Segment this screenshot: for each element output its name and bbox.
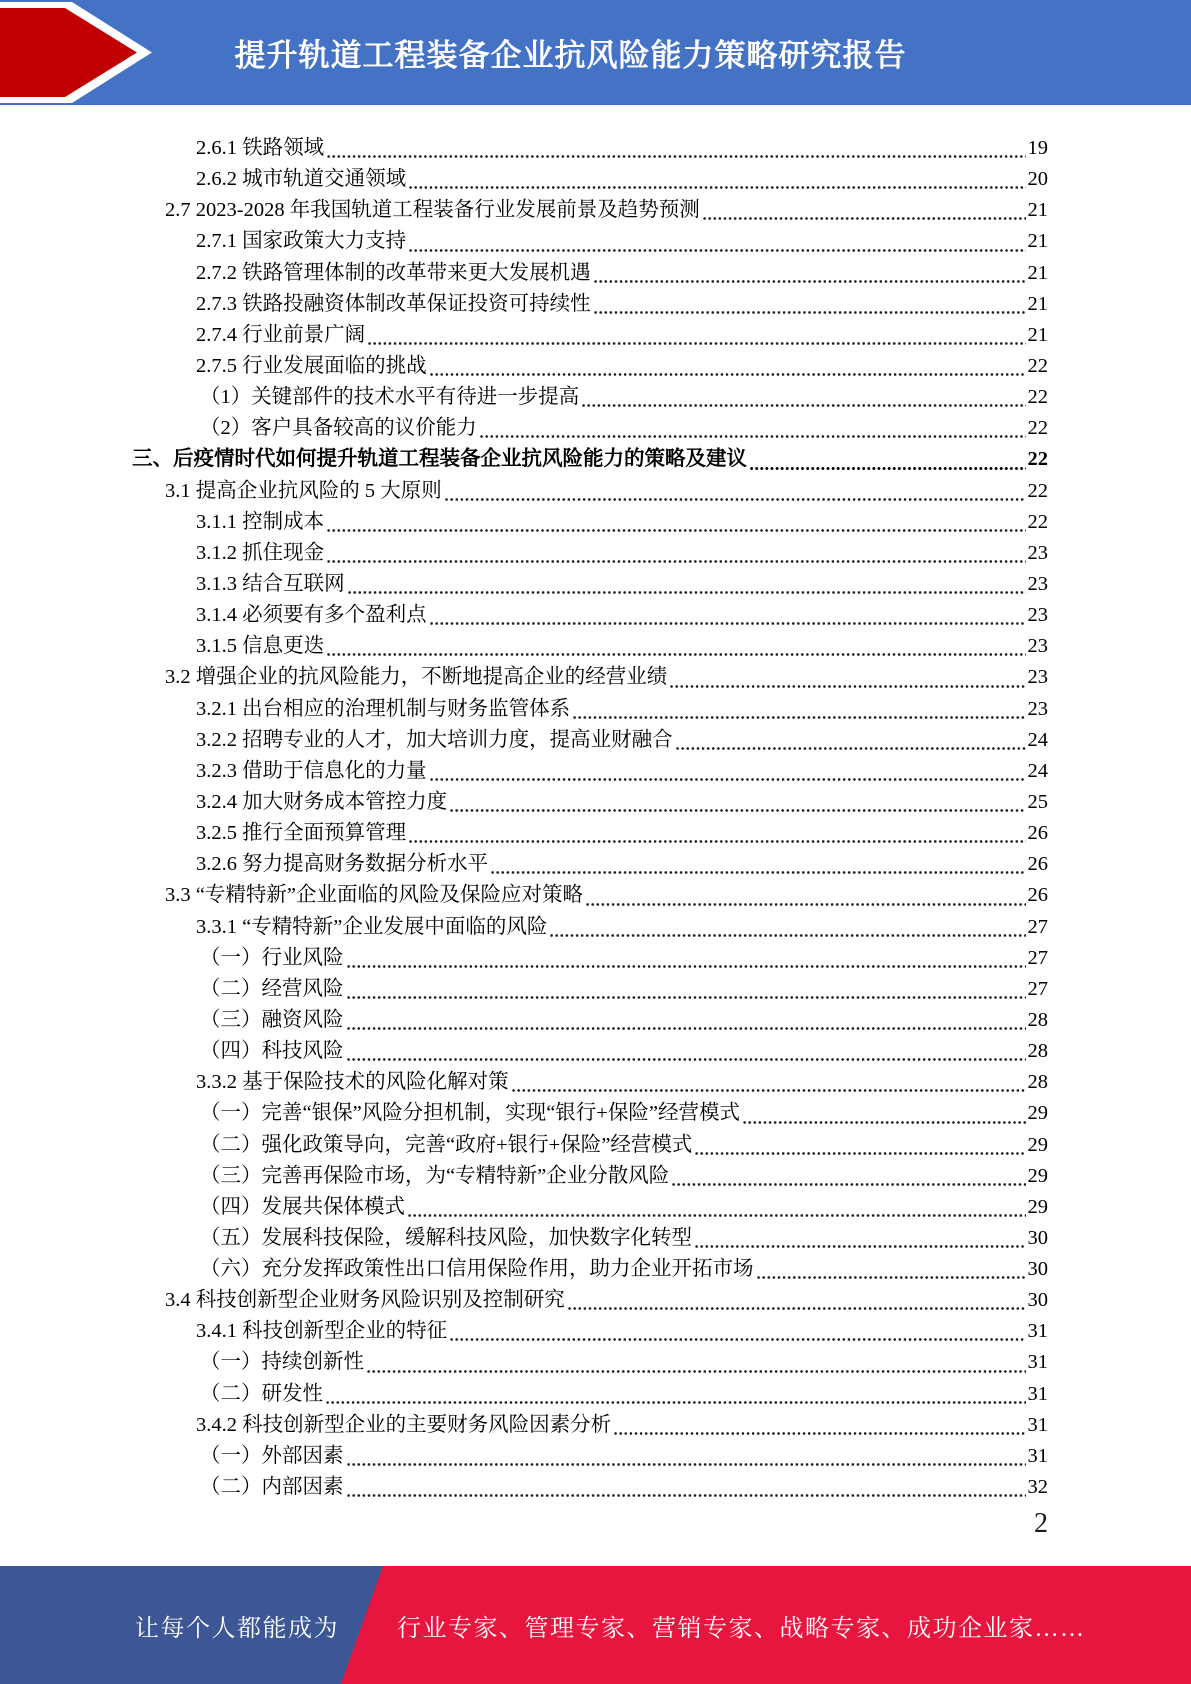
toc-page-number: 23 xyxy=(1027,541,1048,564)
toc-page-number: 19 xyxy=(1027,137,1048,159)
toc-entry xyxy=(132,1379,1048,1410)
toc-entry-text: 3.1.1 控制成本 xyxy=(196,510,325,533)
toc-list xyxy=(132,133,1048,1503)
toc-page-number: 29 xyxy=(1027,1133,1048,1156)
toc-page-number: 31 xyxy=(1027,1351,1048,1374)
toc-entry xyxy=(132,849,1048,880)
toc-leader-dots xyxy=(480,434,1026,439)
toc-entry xyxy=(132,195,1048,226)
toc-entry-text: （二）强化政策导向，完善“政府+银行+保险”经营模式 xyxy=(200,1133,693,1156)
toc-entry-text: 3.4.1 科技创新型企业的特征 xyxy=(196,1320,448,1343)
footer-banner xyxy=(0,1566,1191,1684)
toc-entry-text: 2.7.2 铁路管理体制的改革带来更大发展机遇 xyxy=(196,261,591,284)
toc-entry-text: 3.2.3 借助于信息化的力量 xyxy=(196,759,427,782)
toc-page-number: 30 xyxy=(1027,1289,1048,1312)
toc-page-number: 22 xyxy=(1027,386,1048,409)
page-number: 2 xyxy=(1034,1508,1048,1539)
toc-leader-dots xyxy=(327,154,1025,159)
toc-entry xyxy=(132,1005,1048,1036)
toc-entry-text: （一）持续创新性 xyxy=(200,1351,364,1374)
toc-entry xyxy=(132,1067,1048,1098)
toc-entry-text: （1）关键部件的技术水平有待进一步提高 xyxy=(200,386,580,409)
toc-page-number: 26 xyxy=(1027,884,1048,907)
toc-entry-text: （二）内部因素 xyxy=(200,1476,344,1499)
toc-page-number: 22 xyxy=(1027,354,1048,377)
toc-leader-dots xyxy=(568,1306,1026,1311)
toc-leader-dots xyxy=(672,1182,1025,1187)
toc-page-number: 27 xyxy=(1027,977,1048,1000)
toc-entry xyxy=(132,569,1048,600)
toc-entry xyxy=(132,694,1048,725)
toc-entry-text: （一）行业风险 xyxy=(200,946,344,969)
toc-leader-dots xyxy=(348,590,1026,595)
toc-page-number: 30 xyxy=(1027,1258,1048,1281)
toc-leader-dots xyxy=(550,933,1025,938)
toc-entry-text: 3.2.1 出台相应的治理机制与财务监管体系 xyxy=(196,697,571,720)
toc-leader-dots xyxy=(695,1151,1025,1156)
toc-entry xyxy=(132,1441,1048,1472)
toc-entry-text: 3.4 科技创新型企业财务风险识别及控制研究 xyxy=(165,1289,565,1312)
toc-entry-text: 3.3.1 “专精特新”企业发展中面临的风险 xyxy=(196,915,548,938)
toc-entry xyxy=(132,912,1048,943)
toc-entry xyxy=(132,1472,1048,1503)
toc-page-number: 20 xyxy=(1027,168,1048,191)
toc-entry-text: 3.2.4 加大财务成本管控力度 xyxy=(196,790,448,813)
toc-entry xyxy=(132,164,1048,195)
toc-leader-dots xyxy=(586,902,1026,907)
toc-page-number: 23 xyxy=(1027,666,1048,689)
toc-page-number: 30 xyxy=(1027,1226,1048,1249)
toc-page-number: 29 xyxy=(1027,1164,1048,1187)
toc-entry-text: 3.1.3 结合互联网 xyxy=(196,572,345,595)
toc-entry xyxy=(132,444,1048,475)
toc-leader-dots xyxy=(743,1120,1026,1125)
toc-page-number: 24 xyxy=(1027,728,1048,751)
toc-entry xyxy=(132,413,1048,444)
toc-page-number: 22 xyxy=(1027,510,1048,533)
toc-page-number: 22 xyxy=(1027,479,1048,502)
toc-leader-dots xyxy=(347,995,1026,1000)
toc-entry-text: （四）科技风险 xyxy=(200,1040,344,1063)
toc-leader-dots xyxy=(491,870,1025,875)
toc-page-number: 25 xyxy=(1027,790,1048,813)
toc-page-number: 26 xyxy=(1027,853,1048,876)
footer-slogan-left: 让每个人都能成为 xyxy=(135,1615,339,1642)
toc-page-number: 32 xyxy=(1027,1476,1048,1499)
toc-entry-text: （五）发展科技保险，缓解科技风险，加快数字化转型 xyxy=(200,1226,692,1249)
toc-entry xyxy=(132,538,1048,569)
toc-entry xyxy=(132,818,1048,849)
toc-page-number: 21 xyxy=(1027,292,1048,315)
toc-leader-dots xyxy=(703,216,1026,221)
toc-leader-dots xyxy=(594,310,1026,315)
toc-entry-text: 2.7.4 行业前景广阔 xyxy=(196,323,366,346)
toc-entry xyxy=(132,1036,1048,1067)
toc-leader-dots xyxy=(594,279,1026,284)
toc-leader-dots xyxy=(430,621,1026,626)
toc-leader-dots xyxy=(512,1088,1026,1093)
toc-entry-text: 2.6.2 城市轨道交通领域 xyxy=(196,168,407,191)
toc-entry xyxy=(132,1192,1048,1223)
toc-page-number: 28 xyxy=(1027,1040,1048,1063)
toc-leader-dots xyxy=(750,466,1026,471)
toc-entry-text: 3.3 “专精特新”企业面临的风险及保险应对策略 xyxy=(165,884,583,907)
toc-page-number: 29 xyxy=(1027,1102,1048,1125)
toc-entry xyxy=(132,320,1048,351)
toc-page-number: 27 xyxy=(1027,946,1048,969)
toc-entry-text: （四）发展共保体模式 xyxy=(200,1195,405,1218)
toc-page-number: 24 xyxy=(1027,759,1048,782)
toc-leader-dots xyxy=(327,559,1025,564)
toc-leader-dots xyxy=(450,808,1025,813)
toc-entry-text: 3.4.2 科技创新型企业的主要财务风险因素分析 xyxy=(196,1413,612,1436)
toc-entry-text: 3.2 增强企业的抗风险能力，不断地提高企业的经营业绩 xyxy=(165,666,668,689)
toc-page-number: 26 xyxy=(1027,822,1048,845)
toc-page-number: 22 xyxy=(1027,448,1048,471)
toc-entry-text: 2.7 2023-2028 年我国轨道工程装备行业发展前景及趋势预测 xyxy=(165,199,700,222)
toc-entry-text: 3.2.2 招聘专业的人才，加大培训力度，提高业财融合 xyxy=(196,728,673,751)
toc-entry xyxy=(132,507,1048,538)
toc-entry xyxy=(132,258,1048,289)
toc-leader-dots xyxy=(408,1213,1026,1218)
toc-page-number: 31 xyxy=(1027,1382,1048,1405)
toc-entry xyxy=(132,1223,1048,1254)
toc-entry xyxy=(132,974,1048,1005)
header-banner xyxy=(0,0,1191,105)
toc-entry-text: 2.7.1 国家政策大力支持 xyxy=(196,230,407,253)
toc-leader-dots xyxy=(327,652,1025,657)
toc-entry xyxy=(132,289,1048,320)
toc-entry xyxy=(132,662,1048,693)
toc-entry-text: 3.1.4 必须要有多个盈利点 xyxy=(196,604,427,627)
toc-page-number: 21 xyxy=(1027,199,1048,222)
toc-entry xyxy=(132,1098,1048,1129)
toc-entry-text: 2.6.1 铁路领域 xyxy=(196,137,325,159)
toc-entry xyxy=(132,1161,1048,1192)
toc-leader-dots xyxy=(347,1493,1026,1498)
toc-entry xyxy=(132,382,1048,413)
toc-page-number: 21 xyxy=(1027,323,1048,346)
toc-page-number: 28 xyxy=(1027,1071,1048,1094)
toc-leader-dots xyxy=(695,1244,1026,1249)
toc-leader-dots xyxy=(367,1369,1026,1374)
toc-entry-text: 3.3.2 基于保险技术的风险化解对策 xyxy=(196,1071,509,1094)
toc-entry xyxy=(132,351,1048,382)
toc-leader-dots xyxy=(327,528,1025,533)
toc-entry-text: 2.7.3 铁路投融资体制改革保证投资可持续性 xyxy=(196,292,591,315)
toc-entry xyxy=(132,1410,1048,1441)
toc-entry-text: （三）完善再保险市场，为“专精特新”企业分散风险 xyxy=(200,1164,670,1187)
toc-page-number: 23 xyxy=(1027,697,1048,720)
toc-page-number: 31 xyxy=(1027,1444,1048,1467)
toc-entry-text: （一）外部因素 xyxy=(200,1444,344,1467)
toc-entry xyxy=(132,631,1048,662)
toc-entry-text: （一）完善“银保”风险分担机制，实现“银行+保险”经营模式 xyxy=(200,1102,740,1125)
toc-entry xyxy=(132,133,1048,164)
toc-entry xyxy=(132,787,1048,818)
toc-entry-text: （二）研发性 xyxy=(200,1382,323,1405)
toc-entry xyxy=(132,943,1048,974)
toc-page-number: 22 xyxy=(1027,417,1048,440)
toc-leader-dots xyxy=(409,185,1025,190)
toc-leader-dots xyxy=(368,341,1025,346)
toc-leader-dots xyxy=(347,964,1026,969)
toc-leader-dots xyxy=(326,1400,1026,1405)
toc-leader-dots xyxy=(757,1275,1026,1280)
toc-entry-text: （三）融资风险 xyxy=(200,1008,344,1031)
toc-leader-dots xyxy=(347,1057,1026,1062)
toc-entry xyxy=(132,226,1048,257)
toc-page-number: 23 xyxy=(1027,572,1048,595)
toc-entry xyxy=(132,1254,1048,1285)
toc-page-number: 31 xyxy=(1027,1320,1048,1343)
toc-entry xyxy=(132,1347,1048,1378)
toc-leader-dots xyxy=(614,1431,1025,1436)
toc-entry-text: （2）客户具备较高的议价能力 xyxy=(200,417,477,440)
toc-entry xyxy=(132,476,1048,507)
toc-entry-text: （二）经营风险 xyxy=(200,977,344,1000)
toc-entry-text: 2.7.5 行业发展面临的挑战 xyxy=(196,354,427,377)
toc-leader-dots xyxy=(409,839,1025,844)
toc-page-number: 31 xyxy=(1027,1413,1048,1436)
toc-leader-dots xyxy=(430,372,1026,377)
toc-page-number: 29 xyxy=(1027,1195,1048,1218)
toc-page-number: 21 xyxy=(1027,230,1048,253)
toc-leader-dots xyxy=(670,684,1025,689)
toc-leader-dots xyxy=(347,1026,1026,1031)
toc-entry-text: （六）充分发挥政策性出口信用保险作用，助力企业开拓市场 xyxy=(200,1258,754,1281)
toc-page-number: 21 xyxy=(1027,261,1048,284)
footer-slogan-right: 行业专家、管理专家、营销专家、战略专家、成功企业家…… xyxy=(397,1615,1086,1642)
toc-entry-text: 三、后疫情时代如何提升轨道工程装备企业抗风险能力的策略及建议 xyxy=(132,448,747,471)
toc-leader-dots xyxy=(409,248,1025,253)
toc-leader-dots xyxy=(347,1462,1026,1467)
toc-leader-dots xyxy=(430,777,1026,782)
report-title: 提升轨道工程装备企业抗风险能力策略研究报告 xyxy=(234,38,907,73)
toc-leader-dots xyxy=(676,746,1026,751)
toc-page-number: 23 xyxy=(1027,635,1048,658)
toc-leader-dots xyxy=(450,1337,1025,1342)
toc-entry xyxy=(132,1316,1048,1347)
toc-leader-dots xyxy=(445,497,1026,502)
toc-entry-text: 3.2.6 努力提高财务数据分析水平 xyxy=(196,853,489,876)
toc-entry xyxy=(132,880,1048,911)
toc-entry xyxy=(132,1130,1048,1161)
toc-entry xyxy=(132,1285,1048,1316)
toc-page-number: 28 xyxy=(1027,1008,1048,1031)
toc-entry-text: 3.2.5 推行全面预算管理 xyxy=(196,822,407,845)
toc-entry-text: 3.1.5 信息更迭 xyxy=(196,635,325,658)
toc-entry xyxy=(132,756,1048,787)
toc-leader-dots xyxy=(582,403,1025,408)
toc-entry xyxy=(132,600,1048,631)
toc-page-number: 23 xyxy=(1027,604,1048,627)
toc-entry-text: 3.1 提高企业抗风险的 5 大原则 xyxy=(165,479,442,502)
toc-page-number: 27 xyxy=(1027,915,1048,938)
toc-leader-dots xyxy=(573,715,1025,720)
toc-entry-text: 3.1.2 抓住现金 xyxy=(196,541,325,564)
toc-entry xyxy=(132,725,1048,756)
